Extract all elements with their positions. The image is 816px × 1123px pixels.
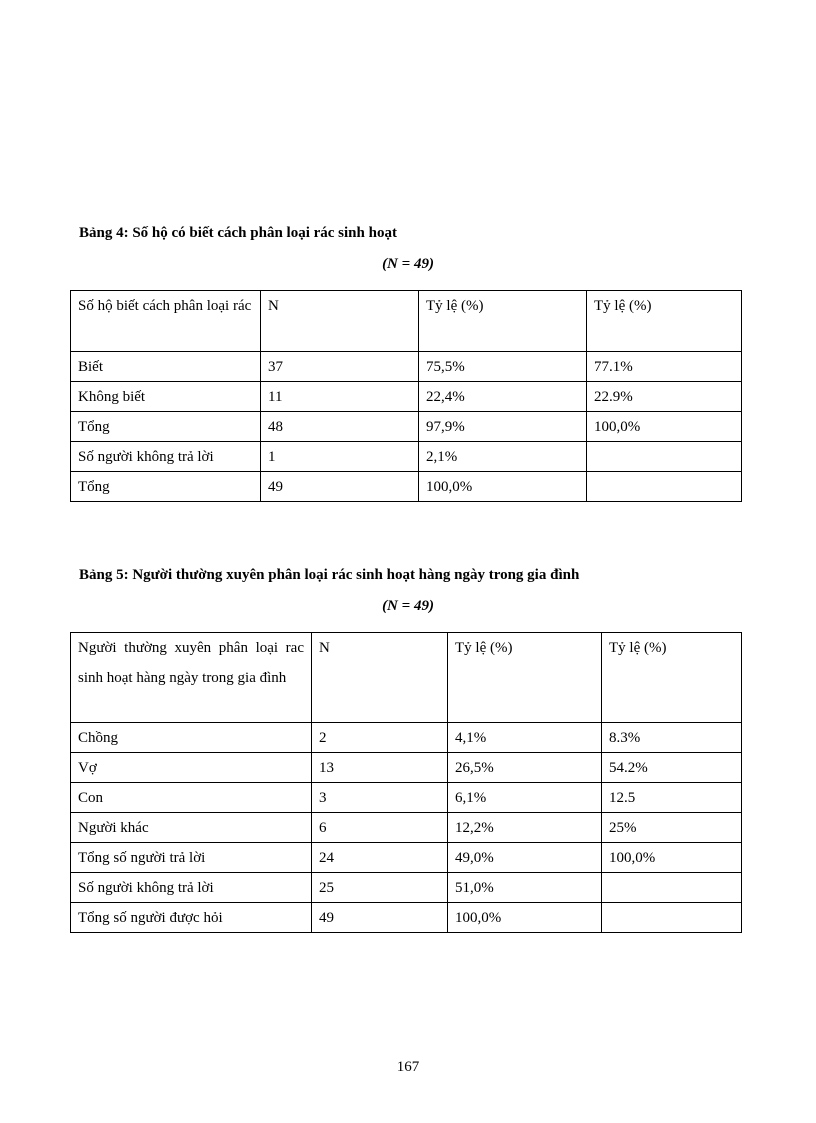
table-cell: 100,0%	[419, 472, 587, 502]
table-cell: 75,5%	[419, 352, 587, 382]
table-cell: 100,0%	[587, 412, 742, 442]
table5-caption: Bảng 5: Người thường xuyên phân loại rác sinh hoạt hàng ngày trong gia đình	[79, 567, 580, 583]
table-row	[71, 873, 742, 903]
table-row	[71, 472, 742, 502]
table-cell: Số người không trả lời	[71, 873, 312, 903]
table-cell: 54.2%	[602, 753, 742, 783]
table5-sample-size: (N = 49)	[382, 598, 434, 614]
table4-header-valid-pct: Tỷ lệ (%)	[587, 291, 742, 352]
table-cell: Tổng số người trả lời	[71, 843, 312, 873]
table5-header-row	[71, 633, 742, 723]
table-cell: Chồng	[71, 723, 312, 753]
table-row	[71, 843, 742, 873]
table4	[70, 290, 742, 502]
table5	[70, 632, 742, 933]
table-cell: Tổng	[71, 412, 261, 442]
table-cell: 1	[261, 442, 419, 472]
page-number: 167	[396, 1059, 420, 1075]
table-cell: Số người không trả lời	[71, 442, 261, 472]
table5-header-n: N	[312, 633, 448, 723]
table-cell: 13	[312, 753, 448, 783]
table4-caption: Bảng 4: Số hộ có biết cách phân loại rác sinh hoạt	[79, 225, 397, 241]
table4-sample-size: (N = 49)	[382, 256, 434, 272]
table-cell	[587, 442, 742, 472]
table-cell: 25%	[602, 813, 742, 843]
table-cell: 49,0%	[448, 843, 602, 873]
table-cell: 6	[312, 813, 448, 843]
table-cell: Không biết	[71, 382, 261, 412]
table-cell: Người khác	[71, 813, 312, 843]
table-cell: 4,1%	[448, 723, 602, 753]
table-cell: 26,5%	[448, 753, 602, 783]
table-row	[71, 813, 742, 843]
table-row	[71, 412, 742, 442]
table-cell: Vợ	[71, 753, 312, 783]
table-cell: Tổng	[71, 472, 261, 502]
table-cell: 25	[312, 873, 448, 903]
table5-header-valid-pct: Tỷ lệ (%)	[602, 633, 742, 723]
table-row	[71, 753, 742, 783]
table4-header-category: Số hộ biết cách phân loại rác	[71, 291, 261, 352]
table5-header-category: Người thường xuyên phân loại rac sinh hoạt hàng ngày trong gia đình	[71, 633, 312, 723]
table-cell: 100,0%	[448, 903, 602, 933]
table-cell: 48	[261, 412, 419, 442]
table-cell: 24	[312, 843, 448, 873]
table-cell: 97,9%	[419, 412, 587, 442]
table-cell: Tổng số người được hỏi	[71, 903, 312, 933]
table4-header-row	[71, 291, 742, 352]
table-cell: 22.9%	[587, 382, 742, 412]
table-cell: 37	[261, 352, 419, 382]
table-row	[71, 903, 742, 933]
table-cell	[602, 873, 742, 903]
table-cell: 11	[261, 382, 419, 412]
table-cell: 100,0%	[602, 843, 742, 873]
table4-header-n: N	[261, 291, 419, 352]
table-cell: 2,1%	[419, 442, 587, 472]
table-cell: 51,0%	[448, 873, 602, 903]
table-cell	[587, 472, 742, 502]
table-cell: 12.5	[602, 783, 742, 813]
table-row	[71, 442, 742, 472]
table-cell: 49	[312, 903, 448, 933]
table-cell	[602, 903, 742, 933]
table-row	[71, 382, 742, 412]
table4-header-pct: Tỷ lệ (%)	[419, 291, 587, 352]
table-cell: 77.1%	[587, 352, 742, 382]
table-cell: 3	[312, 783, 448, 813]
table-cell: 8.3%	[602, 723, 742, 753]
table-row	[71, 352, 742, 382]
table-cell: Biết	[71, 352, 261, 382]
table-row	[71, 783, 742, 813]
table-cell: 6,1%	[448, 783, 602, 813]
table-cell: 22,4%	[419, 382, 587, 412]
table-cell: 2	[312, 723, 448, 753]
table-cell: Con	[71, 783, 312, 813]
table-cell: 49	[261, 472, 419, 502]
table-row	[71, 723, 742, 753]
table5-header-pct: Tỷ lệ (%)	[448, 633, 602, 723]
table-cell: 12,2%	[448, 813, 602, 843]
